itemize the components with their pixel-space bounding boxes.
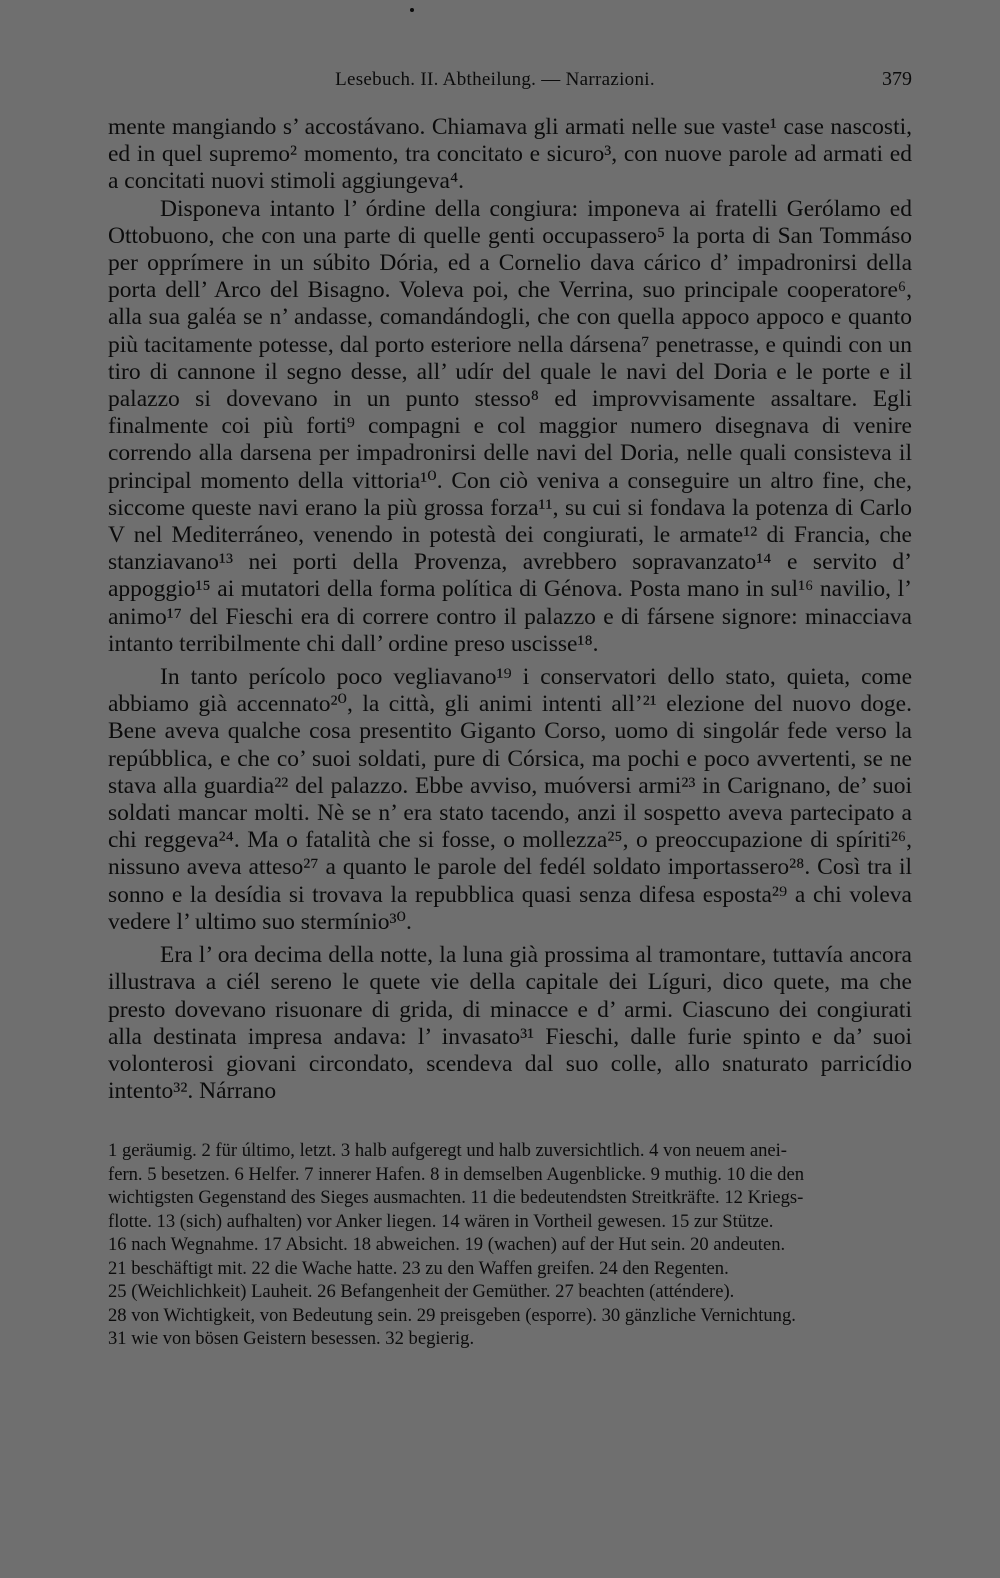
footnote-line: 1 geräumig. 2 für último, letzt. 3 halb aufgeregt und halb zuversichtlich. 4 von neuem anei-: [108, 1140, 787, 1162]
footnote-line: 21 beschäftigt mit. 22 die Wache hatte. 23 zu den Waffen greifen. 24 den Regenten.: [108, 1257, 729, 1279]
paragraph: Era l’ ora decima della notte, la luna già prossima al tramontare, tuttavía ancora illustrava a ciél sereno le quete vie della capitale dei Líguri, dico quete, ma che presto dovevano risuonare di grida, di minacce e d’ armi. Ciascuno dei congiurati alla destinata impresa andava: l’ invasato³¹ Fieschi, dalle furie spinto e da’ suoi volonterosi giovani circondato, scendeva dal suo colle, allo snaturato parricídio intento³². Nárrano: [108, 942, 912, 1105]
page-header: [108, 68, 912, 108]
footnote-line: 16 nach Wegnahme. 17 Absicht. 18 abweichen. 19 (wachen) auf der Hut sein. 20 andeuten.: [108, 1234, 786, 1256]
footnote-line: flotte. 13 (sich) aufhalten) vor Anker liegen. 14 wären in Vortheil gewesen. 15 zur Stütze.: [108, 1210, 774, 1232]
main-text: [108, 114, 912, 1105]
paragraph: mente mangiando s’ accostávano. Chiamava gli armati nelle sue vaste¹ case nascosti, ed in quel supremo² momento, tra concitato e sicuro³, con nuove parole ad armati ed a concitati nuovi stimoli aggiungeva⁴.: [108, 114, 912, 195]
footnote-line: fern. 5 besetzen. 6 Helfer. 7 innerer Hafen. 8 in demselben Augenblicke. 9 muthig. 10 die den: [108, 1163, 805, 1185]
print-speck: [410, 8, 414, 12]
paragraph: In tanto perícolo poco vegliavano¹⁹ i conservatori dello stato, quieta, come abbiamo già accennato²⁰, la città, gli animi intenti all’²¹ elezione del nuovo doge. Bene aveva qualche cosa presentito Giganto Corso, uomo di singolár fede verso la repúbblica, e che co’ suoi soldati, pure di Córsica, ma pochi e poco avvertenti, se ne stava alla guardia²² del palazzo. Ebbe avviso, muóversi armi²³ in Carignano, de’ suoi soldati mancar molti. Nè se n’ era stato tacendo, anzi il sospetto aveva partecipato a chi reggeva²⁴. Ma o fatalità che si fosse, o mollezza²⁵, o preoccupazione di spíriti²⁶, nissuno aveva atteso²⁷ a quanto le parole del fedél soldato importassero²⁸. Così tra il sonno e la desídia si trovava la repubblica quasi senza difesa esposta²⁹ a chi voleva vedere l’ ultimo suo stermínio³⁰.: [108, 664, 912, 935]
footnote-line: 25 (Weichlichkeit) Lauheit. 26 Befangenheit der Gemüther. 27 beachten (atténdere).: [108, 1281, 735, 1303]
running-title: Lesebuch. II. Abtheilung. — Narrazioni.: [335, 69, 655, 90]
page-number: 379: [882, 68, 912, 90]
paragraph: Disponeva intanto l’ órdine della congiura: imponeva ai fratelli Gerólamo ed Ottobuono, che con una parte di quelle genti occupassero⁵ la porta di San Tommáso per opprímere in un súbito Dória, ed a Cornelio dava cárico d’ impadronirsi della porta dell’ Arco del Bisagno. Voleva poi, che Verrina, suo principale cooperatore⁶, alla sua galéa se n’ andasse, comandándogli, che con quella appoco appoco e quanto più tacitamente potesse, dal porto esteriore nella dársena⁷ penetrasse, e quindi con un tiro di cannone il segno desse, all’ udír del quale le navi del Doria e le porte e il palazzo si dovevano in un punto stesso⁸ ed improvvisamente assaltare. Egli finalmente coi più forti⁹ compagni e col maggior numero disegnava di venire correndo alla darsena per impadronirsi delle navi del Doria, nelle quali consisteva il principal momento della vittoria¹⁰. Con ciò veniva a conseguire un altro fine, che, siccome queste navi erano la più grossa forza¹¹, su cui si fondava la potenza di Carlo V nel Mediterráneo, venendo in potestà dei congiurati, le armate¹² di Francia, che stanziavano¹³ nei porti della Provenza, avrebbero sopravanzato¹⁴ e servito d’ appoggio¹⁵ ai mutatori della forma política di Génova. Posta mano in sul¹⁶ navilio, l’ animo¹⁷ del Fieschi era di correre contro il palazzo e di fársene signore: minacciava intanto terribilmente chi dall’ ordine preso uscisse¹⁸.: [108, 195, 912, 657]
footnotes: [108, 1139, 912, 1351]
footnote-line: 28 von Wichtigkeit, von Bedeutung sein. 29 preisgeben (esporre). 30 gänzliche Vernichtung.: [108, 1304, 796, 1326]
footnote-line: wichtigsten Gegenstand des Sieges ausmachten. 11 die bedeutendsten Streitkräfte. 12 Kriegs-: [108, 1187, 804, 1209]
footnote-line: 31 wie von bösen Geistern besessen. 32 begierig.: [108, 1328, 475, 1350]
